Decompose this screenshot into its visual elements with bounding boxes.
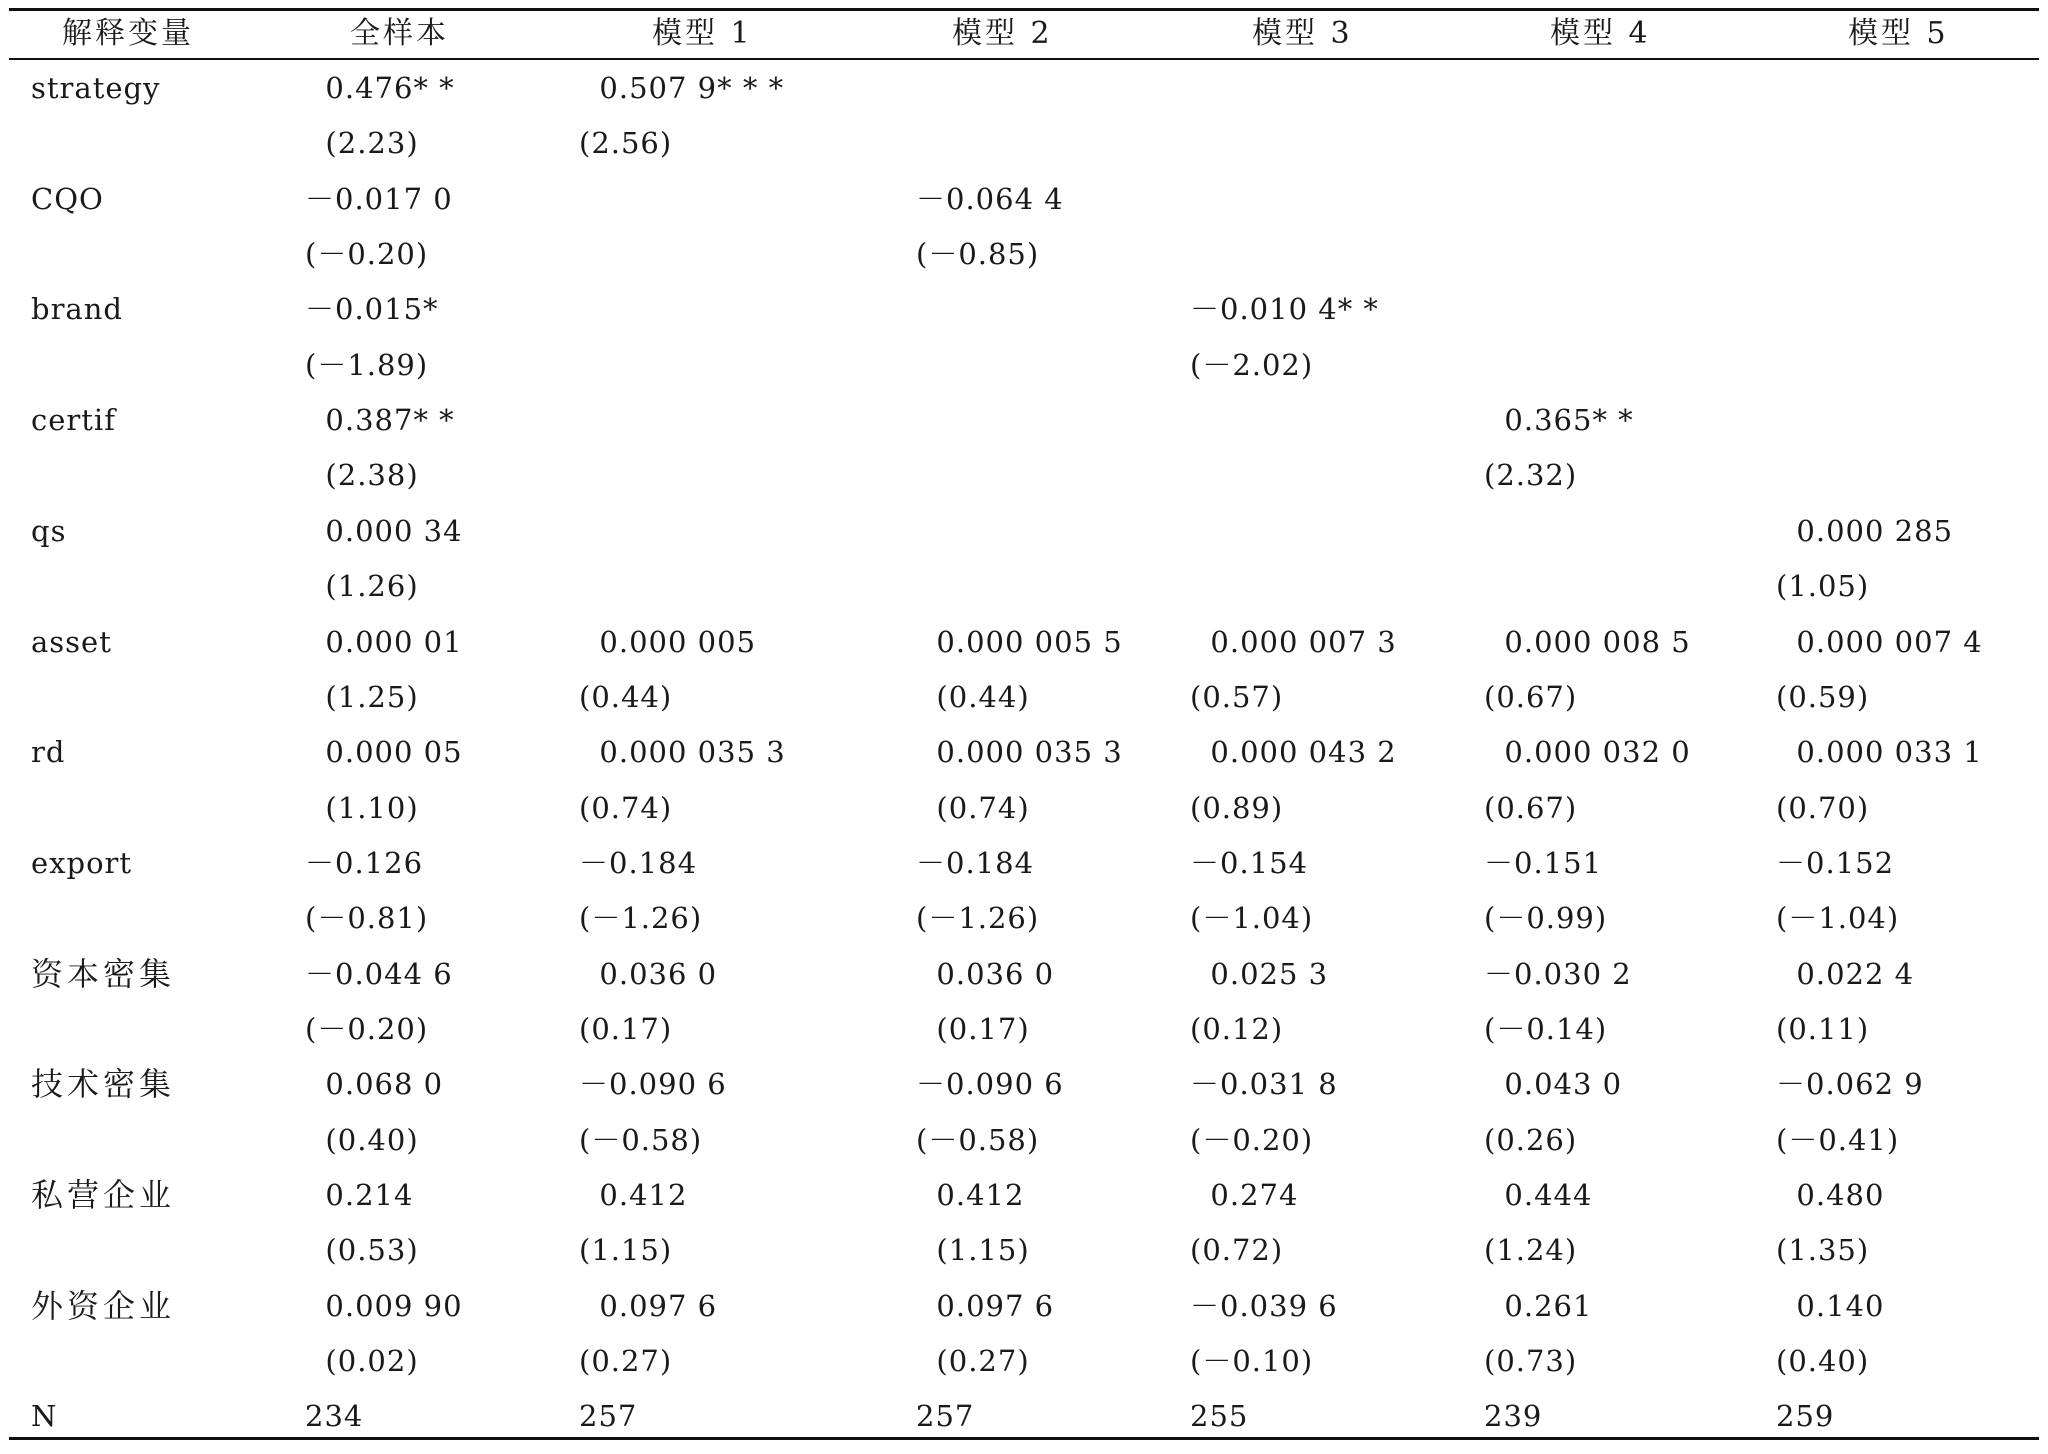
table-cell: 0.444 [1484,1178,1593,1212]
table-row-tstat [0,892,2048,944]
table-cell: (2.38) [305,458,419,492]
row-label: qs [31,514,67,548]
table-cell: 0.000 032 0 [1484,735,1691,769]
table-cell: (0.27) [579,1344,673,1378]
table-cell: 0.140 [1776,1289,1885,1323]
table-cell: 0.274 [1190,1178,1299,1212]
table-row [0,62,2048,114]
table-cell: (－0.20) [305,1012,429,1046]
table-cell: 0.009 90 [305,1289,463,1323]
table-cell: (0.02) [305,1344,419,1378]
table-cell: 0.000 035 3 [916,735,1123,769]
table-cell: (1.25) [305,680,419,714]
row-label: rd [31,735,66,769]
table-cell: (2.32) [1484,458,1578,492]
header-cell: 全样本 [350,16,449,51]
row-label: brand [31,292,123,326]
table-cell: (－0.10) [1190,1344,1314,1378]
row-label: 外资企业 [31,1287,176,1325]
table-row [0,837,2048,889]
table-cell: －0.062 9 [1776,1067,1924,1101]
table-cell: 0.025 3 [1190,957,1329,991]
table-cell: 0.097 6 [579,1289,718,1323]
table-cell: (－0.81) [305,901,429,935]
table-cell: 0.043 0 [1484,1067,1623,1101]
table-cell: 0.507 9* * * [579,71,785,105]
table-cell: (0.17) [916,1012,1030,1046]
table-bottom-rule [9,1437,2039,1440]
table-cell: (0.89) [1190,791,1284,825]
table-cell: －0.044 6 [305,957,453,991]
table-row [0,505,2048,557]
table-cell: －0.017 0 [305,182,453,216]
table-cell: (0.26) [1484,1123,1578,1157]
table-cell: 257 [579,1399,638,1433]
table-cell: －0.184 [916,846,1035,880]
table-cell: (1.15) [579,1233,673,1267]
table-row-tstat [0,228,2048,280]
table-cell: (－1.26) [916,901,1040,935]
table-cell: (0.59) [1776,680,1870,714]
table-cell: 0.000 007 3 [1190,625,1397,659]
table-cell: (0.72) [1190,1233,1284,1267]
table-cell: (－0.14) [1484,1012,1608,1046]
row-label: export [31,846,133,880]
table-row [0,173,2048,225]
table-row [0,394,2048,446]
table-cell: (1.35) [1776,1233,1870,1267]
table-cell: 0.000 005 [579,625,757,659]
header-cell: 模型 4 [1550,16,1651,51]
table-cell: －0.090 6 [579,1067,727,1101]
row-label: 技术密集 [31,1065,176,1103]
table-cell: (0.53) [305,1233,419,1267]
table-row [0,1390,2048,1442]
table-cell: (0.67) [1484,791,1578,825]
table-cell: 0.412 [916,1178,1025,1212]
table-cell: 0.000 033 1 [1776,735,1983,769]
table-cell: －0.030 2 [1484,957,1632,991]
table-cell: 0.000 34 [305,514,463,548]
table-cell: －0.015* [305,292,439,326]
table-cell: (0.44) [916,680,1030,714]
table-row-tstat [0,671,2048,723]
table-row-tstat [0,1114,2048,1166]
table-cell: －0.090 6 [916,1067,1064,1101]
table-cell: (0.67) [1484,680,1578,714]
row-label: certif [31,403,116,437]
table-cell: 0.000 007 4 [1776,625,1983,659]
row-label: asset [31,625,112,659]
table-row [0,283,2048,335]
table-cell: (0.17) [579,1012,673,1046]
table-cell: (1.05) [1776,569,1870,603]
table-cell: 0.365* * [1484,403,1634,437]
table-cell: (－0.58) [579,1123,703,1157]
table-cell: 0.036 0 [579,957,718,991]
table-row [0,1280,2048,1332]
table-cell: (－0.41) [1776,1123,1900,1157]
table-cell: 0.097 6 [916,1289,1055,1323]
table-cell: (－0.20) [1190,1123,1314,1157]
table-cell: 0.000 043 2 [1190,735,1397,769]
table-cell: 0.000 05 [305,735,463,769]
table-cell: (－0.20) [305,237,429,271]
table-cell: －0.031 8 [1190,1067,1338,1101]
table-row-tstat [0,339,2048,391]
table-cell: 255 [1190,1399,1249,1433]
table-cell: 0.000 285 [1776,514,1954,548]
table-cell: (－0.99) [1484,901,1608,935]
table-cell: (1.24) [1484,1233,1578,1267]
table-cell: 0.000 005 5 [916,625,1123,659]
table-cell: (0.40) [305,1123,419,1157]
table-cell: 0.387* * [305,403,455,437]
table-cell: －0.154 [1190,846,1309,880]
table-row-tstat [0,782,2048,834]
table-cell: 257 [916,1399,975,1433]
table-cell: －0.151 [1484,846,1603,880]
table-cell: (0.12) [1190,1012,1284,1046]
table-cell: (0.11) [1776,1012,1870,1046]
table-cell: (0.73) [1484,1344,1578,1378]
table-cell: (0.74) [579,791,673,825]
row-label: 资本密集 [31,955,176,993]
table-cell: 0.036 0 [916,957,1055,991]
table-cell: (－1.89) [305,348,429,382]
table-cell: (－0.58) [916,1123,1040,1157]
table-row [0,1169,2048,1221]
header-cell: 模型 2 [952,16,1053,51]
table-row-tstat [0,1224,2048,1276]
table-cell: (－0.85) [916,237,1040,271]
table-cell: 0.000 01 [305,625,463,659]
table-cell: 0.068 0 [305,1067,444,1101]
table-cell: (－1.04) [1776,901,1900,935]
table-cell: (0.44) [579,680,673,714]
table-cell: (0.40) [1776,1344,1870,1378]
table-cell: 239 [1484,1399,1543,1433]
table-header-row [0,8,2048,60]
table-cell: (－1.26) [579,901,703,935]
table-cell: －0.010 4* * [1190,292,1379,326]
row-label: N [31,1399,58,1433]
row-label: CQO [31,182,104,216]
table-cell: (0.27) [916,1344,1030,1378]
row-label: 私营企业 [31,1176,176,1214]
table-cell: 0.022 4 [1776,957,1915,991]
table-row-tstat [0,1335,2048,1387]
table-cell: －0.064 4 [916,182,1064,216]
table-cell: (1.15) [916,1233,1030,1267]
header-cell: 模型 3 [1252,16,1353,51]
table-cell: 259 [1776,1399,1835,1433]
table-cell: －0.152 [1776,846,1895,880]
table-row-tstat [0,117,2048,169]
table-row-tstat [0,560,2048,612]
table-cell: (1.10) [305,791,419,825]
table-cell: －0.126 [305,846,424,880]
table-row [0,948,2048,1000]
table-cell: 0.000 008 5 [1484,625,1691,659]
header-cell: 模型 5 [1848,16,1949,51]
table-row [0,1058,2048,1110]
table-cell: (0.70) [1776,791,1870,825]
table-cell: 0.412 [579,1178,688,1212]
table-cell: (0.74) [916,791,1030,825]
table-cell: (2.56) [579,126,673,160]
table-row-tstat [0,1003,2048,1055]
table-cell: 0.000 035 3 [579,735,786,769]
table-cell: (0.57) [1190,680,1284,714]
table-cell: －0.184 [579,846,698,880]
table-cell: 0.480 [1776,1178,1885,1212]
table-row [0,616,2048,668]
table-cell: 0.214 [305,1178,414,1212]
table-header-rule [9,58,2039,60]
table-cell: (－1.04) [1190,901,1314,935]
table-cell: 0.476* * [305,71,455,105]
table-cell: (1.26) [305,569,419,603]
table-cell: (－2.02) [1190,348,1314,382]
table-cell: －0.039 6 [1190,1289,1338,1323]
header-cell: 模型 1 [652,16,753,51]
table-cell: (2.23) [305,126,419,160]
table-row-tstat [0,449,2048,501]
row-label: strategy [31,71,161,105]
table-cell: 234 [305,1399,364,1433]
header-cell: 解释变量 [62,16,194,51]
table-cell: 0.261 [1484,1289,1593,1323]
table-row [0,726,2048,778]
